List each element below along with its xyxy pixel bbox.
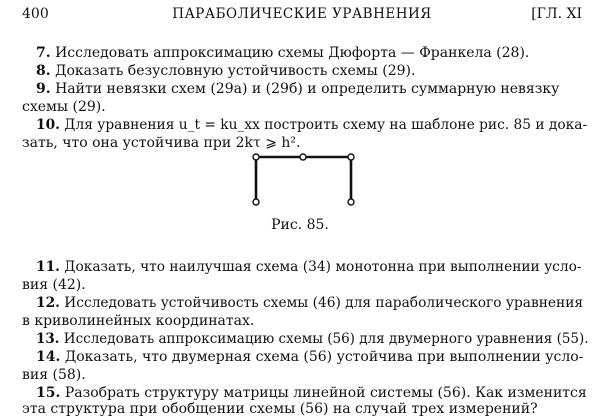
problem-14: 14. Доказать, что двумерная схема (56) устойчива при выполнении усло- bbox=[36, 349, 584, 365]
problem-15: 15. Разобрать структуру матрицы линейной системы (56). Как изменится bbox=[36, 385, 587, 401]
problem-12: 12. Исследовать устойчивость схемы (46) для параболического уравнения bbox=[36, 295, 584, 311]
problem-10: 10. Для уравнения u_t = ku_xx построить схему на шаблоне рис. 85 и дока- bbox=[36, 117, 588, 133]
stencil-node-top-left bbox=[253, 154, 259, 160]
stencil-node-bottom-left bbox=[253, 199, 259, 205]
stencil-lines bbox=[256, 157, 351, 202]
problem-10-cont: зать, что она устойчива при 2kτ ⩾ h². bbox=[22, 135, 301, 151]
figure-caption: Рис. 85. bbox=[271, 217, 329, 233]
stencil-node-bottom-right bbox=[348, 199, 354, 205]
problem-9-cont: схемы (29). bbox=[22, 99, 106, 115]
problem-11-cont: вия (42). bbox=[22, 277, 86, 293]
problem-8: 8. Доказать безусловную устойчивость схемы (29). bbox=[36, 63, 416, 79]
problem-9: 9. Найти невязки схем (29а) и (29б) и определить суммарную невязку bbox=[36, 81, 560, 97]
problem-7: 7. Исследовать аппроксимацию схемы Дюфорта — Франкела (28). bbox=[36, 45, 530, 61]
stencil-node-top-center bbox=[300, 154, 306, 160]
running-title: ПАРАБОЛИЧЕСКИЕ УРАВНЕНИЯ bbox=[172, 6, 432, 22]
problem-11: 11. Доказать, что наилучшая схема (34) монотонна при выполнении усло- bbox=[36, 259, 582, 275]
problem-15-cont: эта структура при обобщении схемы (56) на случай трех измерений? bbox=[22, 401, 538, 417]
chapter-marker: [ГЛ. XI bbox=[531, 6, 582, 22]
page-number: 400 bbox=[22, 6, 49, 22]
stencil-node-top-right bbox=[348, 154, 354, 160]
problem-12-cont: в криволинейных координатах. bbox=[22, 313, 255, 329]
problem-13: 13. Исследовать аппроксимацию схемы (56) для двумерного уравнения (55). bbox=[36, 331, 589, 347]
problem-14-cont: вия (58). bbox=[22, 367, 86, 383]
